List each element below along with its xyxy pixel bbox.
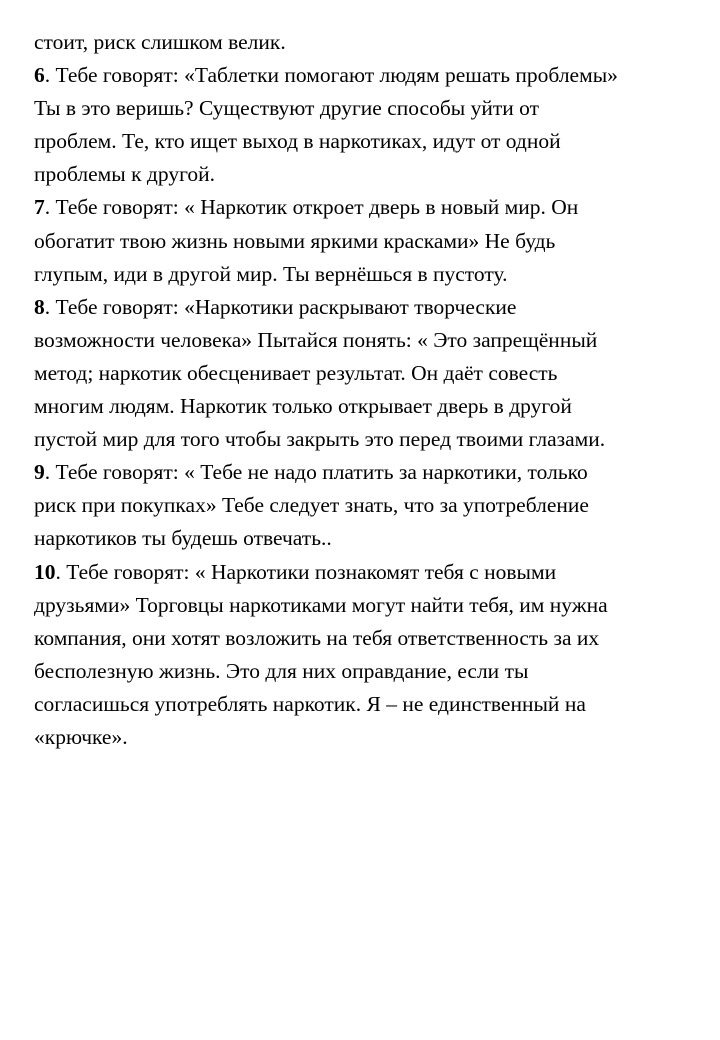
line-text: . Тебе говорят: « Тебе не надо платить за наркотики, только <box>44 460 588 485</box>
text-line-21 <box>34 688 694 721</box>
text-line-16 <box>34 522 694 555</box>
line-text: наркотиков ты будешь отвечать.. <box>34 526 332 551</box>
text-line-4 <box>34 125 694 158</box>
line-text: метод; наркотик обесценивает результат. Он даёт совесть <box>34 360 558 385</box>
line-text: Ты в это веришь? Существуют другие способы уйти от <box>34 96 539 121</box>
line-text: пустой мир для того чтобы закрыть это перед твоими глазами. <box>34 427 606 452</box>
text-line-17 <box>34 556 694 589</box>
line-text: риск при покупках» Тебе следует знать, что за употребление <box>34 493 589 518</box>
text-line-22 <box>34 721 694 754</box>
line-text: глупым, иди в другой мир. Ты вернёшься в пустоту. <box>34 261 508 286</box>
text-line-14 <box>34 456 694 489</box>
line-text: . Тебе говорят: «Наркотики раскрывают творческие <box>44 294 517 319</box>
line-text: компания, они хотят возложить на тебя ответственность за их <box>34 625 600 650</box>
text-line-18 <box>34 589 694 622</box>
line-text: . Тебе говорят: « Наркотики познакомят тебя с новыми <box>55 559 557 584</box>
text-line-7 <box>34 225 694 258</box>
text-line-12 <box>34 390 694 423</box>
text-line-13 <box>34 423 694 456</box>
text-line-19 <box>34 622 694 655</box>
text-line-15 <box>34 489 694 522</box>
line-text: согласишься употреблять наркотик. Я – не единственный на <box>34 691 586 716</box>
line-text: проблемы к другой. <box>34 162 215 187</box>
line-text: обогатит твою жизнь новыми яркими красками» Не будь <box>34 228 556 253</box>
text-line-6 <box>34 191 694 224</box>
item-number: 8 <box>34 294 45 319</box>
line-text: . Тебе говорят: «Таблетки помогают людям решать проблемы» <box>44 63 618 88</box>
line-text: друзьями» Торговцы наркотиками могут найти тебя, им нужна <box>34 592 608 617</box>
item-number: 7 <box>34 195 45 220</box>
text-line-3 <box>34 92 694 125</box>
line-text: возможности человека» Пытайся понять: « Это запрещённый <box>34 327 598 352</box>
text-line-9 <box>34 291 694 324</box>
text-line-1 <box>34 26 694 59</box>
item-number: 9 <box>34 460 45 485</box>
line-text: бесполезную жизнь. Это для них оправдание, если ты <box>34 658 529 683</box>
text-line-8 <box>34 258 694 291</box>
line-text: «крючке». <box>34 724 128 749</box>
line-text: проблем. Те, кто ищет выход в наркотиках, идут от одной <box>34 129 561 154</box>
text-line-20 <box>34 655 694 688</box>
item-number: 10 <box>34 559 56 584</box>
line-text: . Тебе говорят: « Наркотик откроет дверь в новый мир. Он <box>44 195 579 220</box>
text-line-11 <box>34 357 694 390</box>
text-line-5 <box>34 158 694 191</box>
text-line-2 <box>34 59 694 92</box>
item-number: 6 <box>34 63 45 88</box>
text-line-10 <box>34 324 694 357</box>
document-page <box>34 26 694 754</box>
line-text: многим людям. Наркотик только открывает дверь в другой <box>34 394 572 419</box>
line-text: стоит, риск слишком велик. <box>34 30 286 54</box>
